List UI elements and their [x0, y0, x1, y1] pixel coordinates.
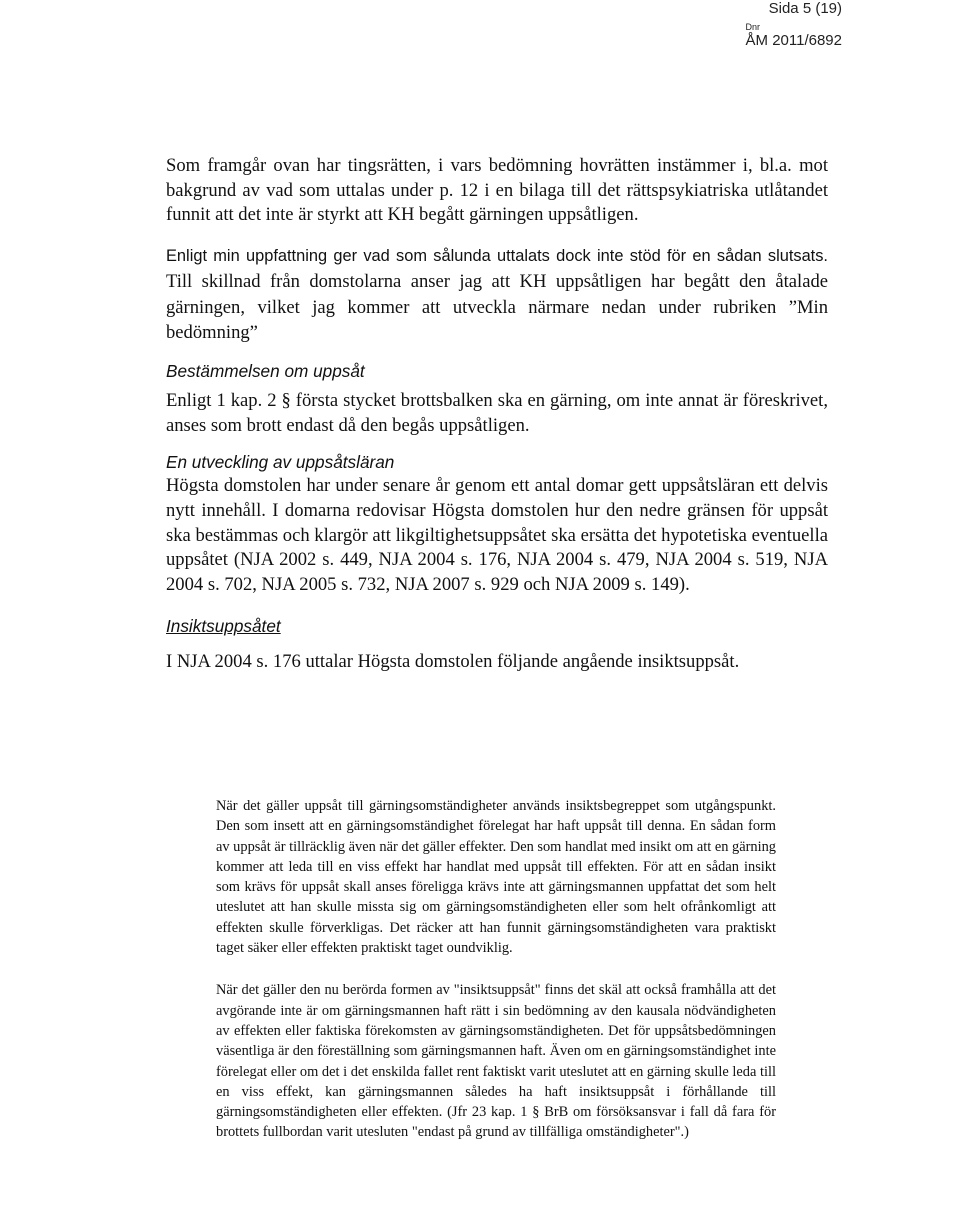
heading-insiktsuppsatet: Insiktsuppsåtet: [166, 615, 281, 636]
quote-paragraph-2: När det gäller den nu berörda formen av "insiktsuppsåt" finns det skäl att också framhålla att det avgörande inte är om gärningsmannen haft rätt i sin bedömning av den kausala nödvändigheten av effekten eller faktiska förekomsten av gärningsomständigheten. Det för uppsåtsbedömningen väsentliga är den föreställning som gärningsmannen haft. Även om en gärningsomständighet inte förelegat eller om det i det enskilda fallet rent faktiskt varit uteslutet att en gärning skulle leda till en viss effekt, kan gärningsmannen således ha haft insiktsuppsåt i förhållande till gärningsomständigheten eller effekten. (Jfr 23 kap. 1 § BrB om försöksansvar i fall då fara för brottets fullbordan varit utesluten "endast på grund av tillfälliga omständigheter".): [216, 982, 776, 1141]
quote-paragraph-1: När det gäller uppsåt till gärningsomständigheter används insiktsbegreppet som utgångspunkt. Den som insett att en gärningsomständighet förelegat har haft uppsåt till denna. En sådan form av uppsåt är tillräcklig även när det gäller effekter. Den som handlat med insikt om att en gärning kommer att leda till en viss effekt har handlat med uppsåt till effekten. För att en sådan insikt som krävs för uppsåt skall anses föreligga krävs inte att gärningsmannen uppfattat det som helt uteslutet att han skulle missta sig om gärningsomständigheten eller som helt ofrånkomligt att effekten skulle förverkligas. Det räcker att han funnit gärningsomständigheten vara praktiskt taget säker eller effekten praktiskt taget oundviklig.: [216, 798, 776, 957]
case-number: ÅM 2011/6892: [745, 32, 842, 49]
paragraph-5: I NJA 2004 s. 176 uttalar Högsta domstolen följande angående insiktsuppsåt.: [166, 650, 740, 672]
heading-utveckling: En utveckling av uppsåtsläran: [166, 452, 395, 473]
page-header: [746, 0, 842, 50]
paragraph-2-serif: Till skillnad från domstolarna anser jag att KH uppsåtligen har begått den åtalade gärningen, vilket jag kommer att utveckla närmare nedan under rubriken ”Min bedömning”: [166, 270, 828, 344]
dnr-label: Dnr: [745, 22, 761, 32]
paragraph-3: Enligt 1 kap. 2 § första stycket brottsbalken ska en gärning, om inte annat är föreskrivet, anses som brott endast då den begås uppsåtligen.: [166, 389, 828, 436]
block-quote: [216, 796, 776, 1143]
document-body: [166, 154, 828, 675]
paragraph-2: [166, 244, 828, 347]
paragraph-2-sans: Enligt min uppfattning ger vad som sålunda uttalats dock inte stöd för en sådan slutsats.: [166, 247, 828, 266]
heading-bestammelsen: Bestämmelsen om uppsåt: [166, 360, 365, 381]
page-number: Sida 5 (19): [768, 0, 842, 17]
paragraph-4: Högsta domstolen har under senare år genom ett antal domar gett uppsåtsläran ett delvis nytt innehåll. I domarna redovisar Högsta domstolen hur den nedre gränsen för uppsåt ska bestämmas och klargör att likgiltighetsuppsåtet ska ersätta det hypotetiska eventuella uppsåtet (NJA 2002 s. 449, NJA 2004 s. 176, NJA 2004 s. 479, NJA 2004 s. 519, NJA 2004 s. 702, NJA 2005 s. 732, NJA 2007 s. 929 och NJA 2009 s. 149).: [166, 475, 828, 596]
paragraph-1: Som framgår ovan har tingsrätten, i vars bedömning hovrätten instämmer i, bl.a. mot bakgrund av vad som uttalas under p. 12 i en bilaga till det rättspsykiatriska utlåtandet funnit att det inte är styrkt att KH begått gärningen uppsåtligen.: [166, 155, 828, 226]
